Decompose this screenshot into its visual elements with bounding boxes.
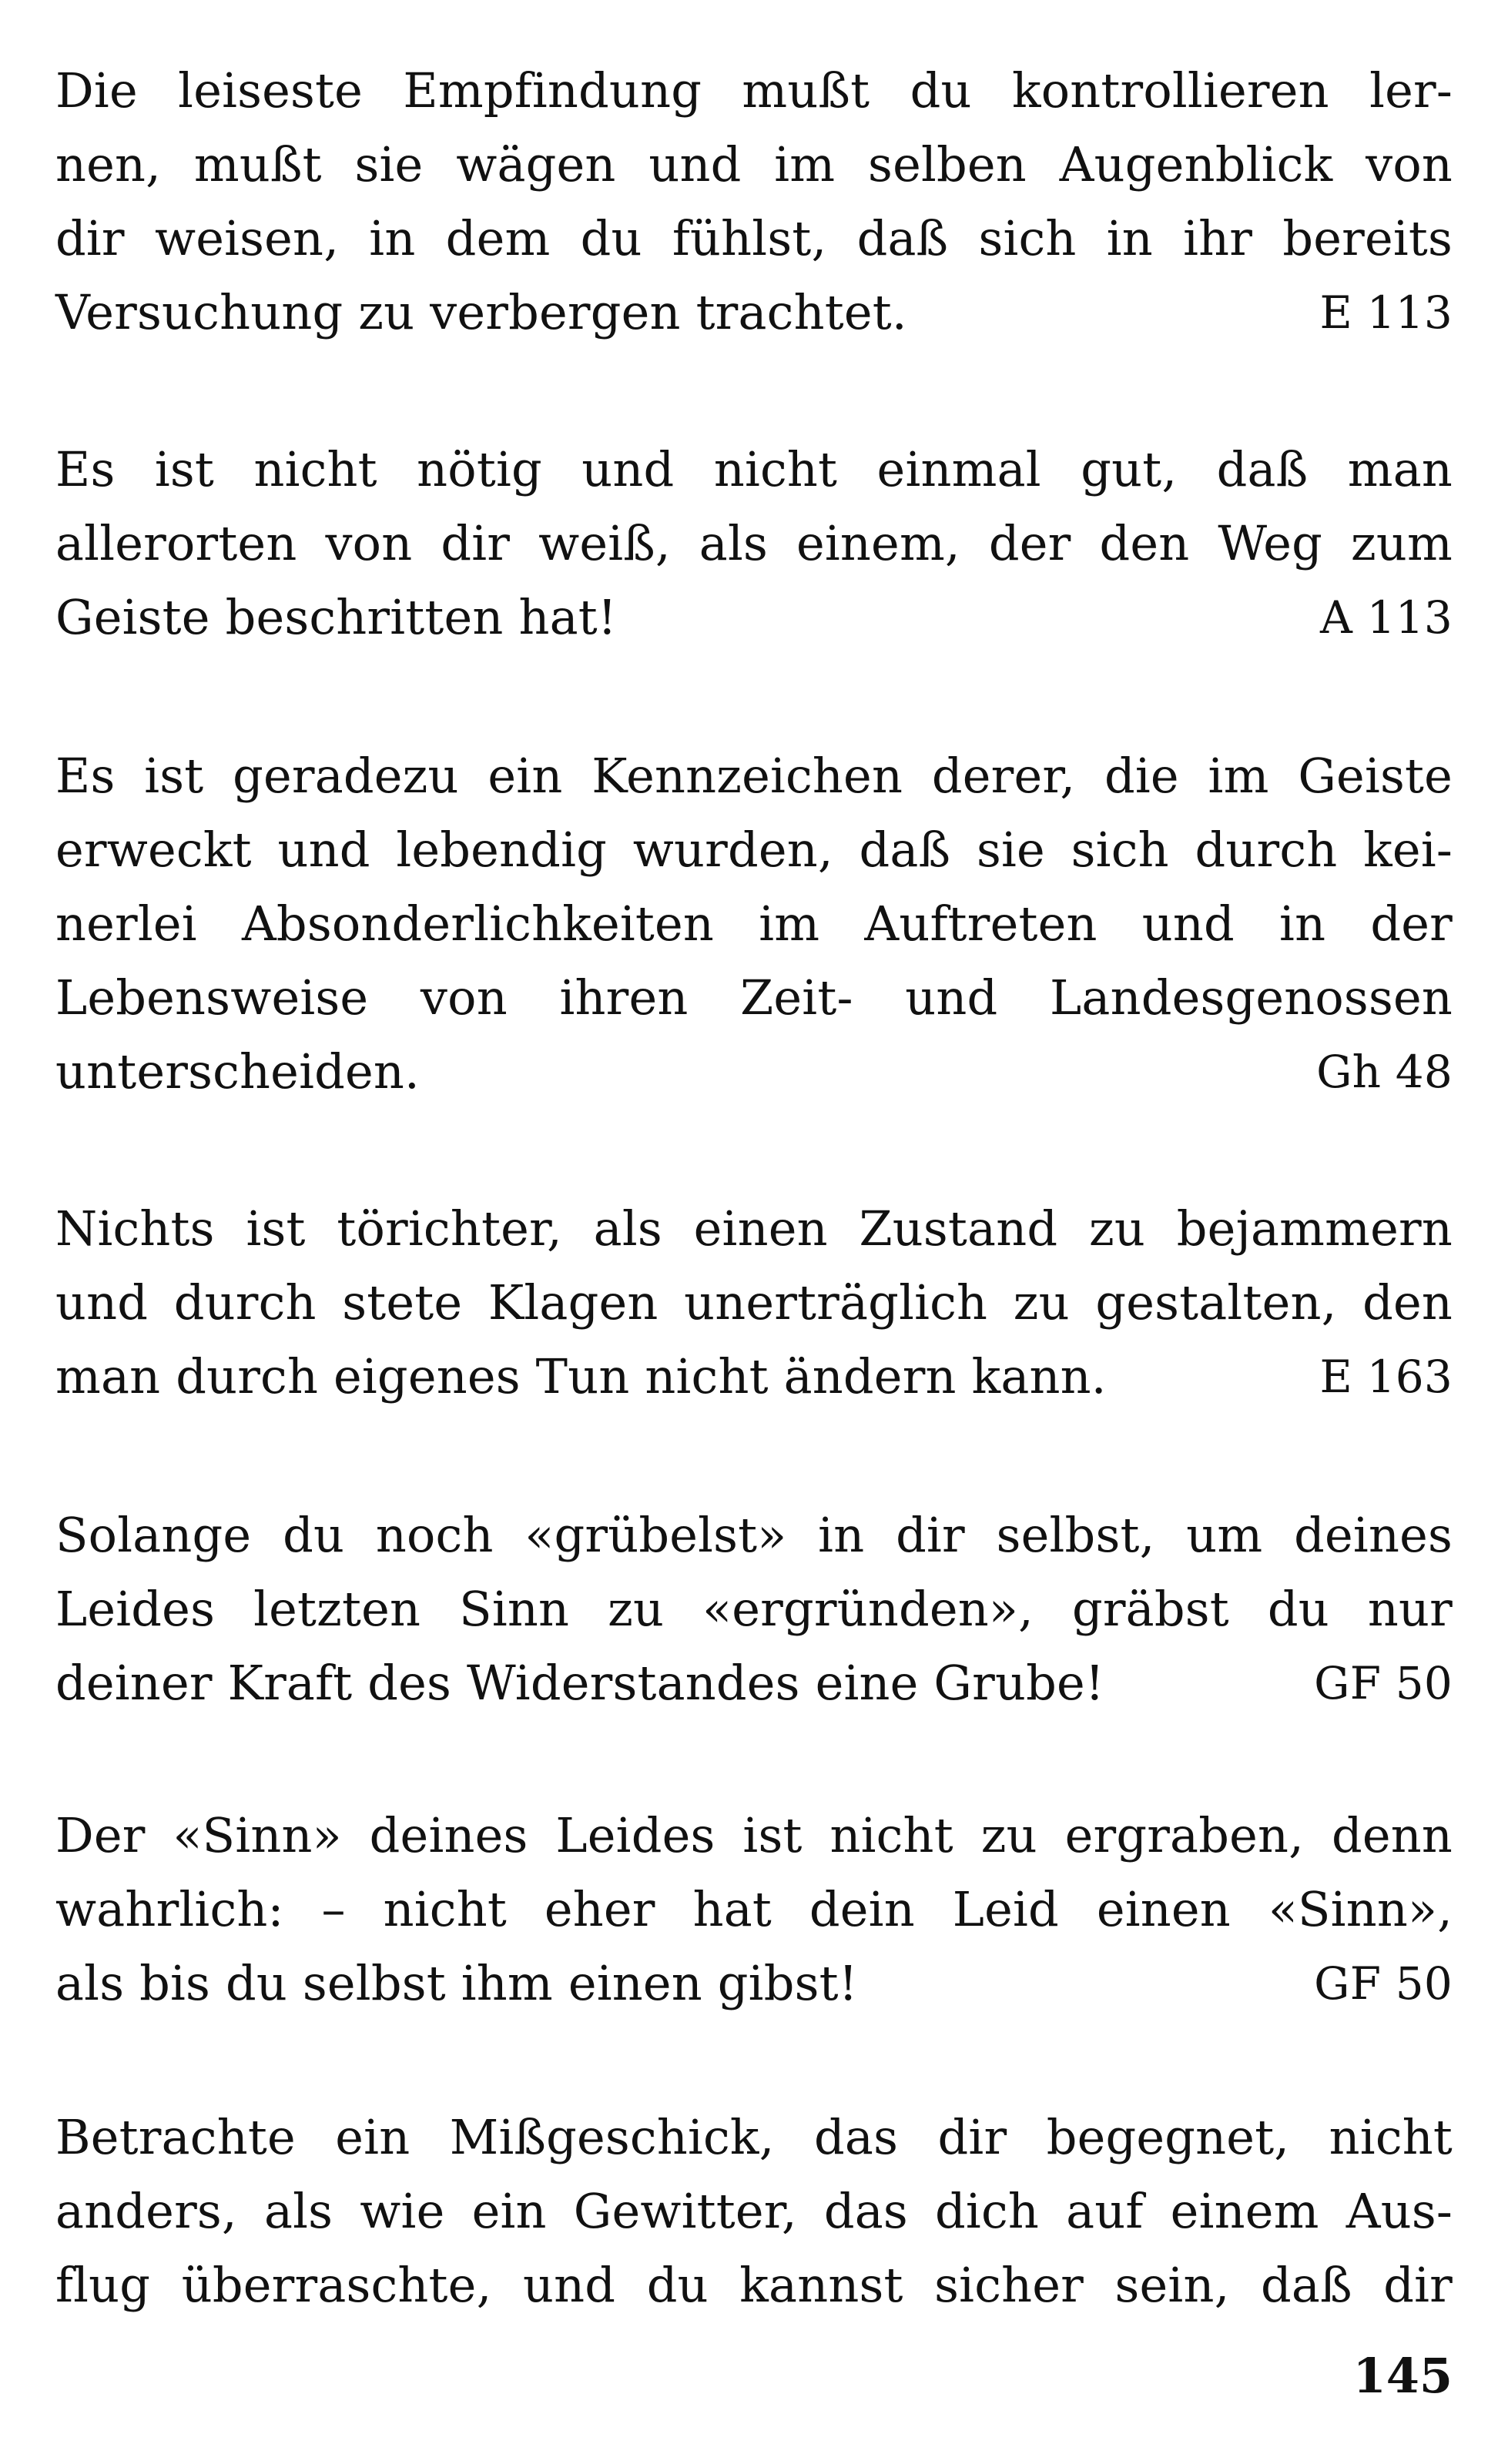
text-line: flug überraschte, und du kannst sicher sein, daß dir [55,2257,1453,2313]
text-line: Die leiseste Empfindung mußt du kontrollieren ler- [55,62,1453,119]
aphorism-5 [55,1498,1453,1720]
text-line: Lebensweise von ihren Zeit- und Landesgenossen [55,969,1453,1026]
text-line-content: man durch eigenes Tun nicht ändern kann. [55,1348,1107,1404]
text-line: dir weisen, in dem du fühlst, daß sich in ihr bereits [55,210,1453,266]
text-line-last [55,1947,1453,2020]
text-line-content: deiner Kraft des Widerstandes eine Grube! [55,1655,1105,1711]
text-line-last [55,581,1453,654]
text-line: nen, mußt sie wägen und im selben Augenblick von [55,136,1453,192]
text-line: Leides letzten Sinn zu «ergründen», gräbst du nur [55,1581,1453,1637]
text-line: allerorten von dir weiß, als einem, der den Weg zum [55,515,1453,571]
aphorism-3 [55,739,1453,1109]
text-line-last [55,276,1453,350]
text-line-content: unterscheiden. [55,1043,420,1100]
text-line: Nichts ist törichter, als einen Zustand zu bejammern [55,1200,1453,1257]
text-line-last [55,1035,1453,1109]
source-reference: GF 50 [1314,1957,1453,2010]
text-line-content: als bis du selbst ihm einen gibst! [55,1955,858,2011]
text-line-content: Geiste beschritten hat! [55,589,617,645]
page-number: 145 [1352,2348,1453,2404]
text-line: erweckt und lebendig wurden, daß sie sich durch kei- [55,822,1453,878]
aphorism-1 [55,54,1453,350]
text-line-last [55,1340,1453,1414]
aphorism-7 [55,2101,1453,2322]
source-reference: E 113 [1319,286,1453,339]
aphorism-2 [55,433,1453,654]
text-line: anders, als wie ein Gewitter, das dich auf einem Aus- [55,2183,1453,2239]
text-line: Betrachte ein Mißgeschick, das dir begegnet, nicht [55,2109,1453,2165]
text-line: Es ist nicht nötig und nicht einmal gut, daß man [55,441,1453,497]
source-reference: GF 50 [1314,1657,1453,1709]
text-line: und durch stete Klagen unerträglich zu gestalten, den [55,1274,1453,1331]
text-line-last [55,1646,1453,1720]
text-line-content: Versuchung zu verbergen trachtet. [55,284,907,340]
text-line: Es ist geradezu ein Kennzeichen derer, die im Geiste [55,748,1453,804]
aphorism-4 [55,1192,1453,1414]
aphorism-6 [55,1799,1453,2020]
source-reference: Gh 48 [1316,1046,1453,1098]
text-line: Der «Sinn» deines Leides ist nicht zu ergraben, denn [55,1807,1453,1863]
text-line: wahrlich: – nicht eher hat dein Leid einen «Sinn», [55,1881,1453,1937]
source-reference: E 163 [1319,1351,1453,1403]
text-line: nerlei Absonderlichkeiten im Auftreten und in der [55,896,1453,952]
source-reference: A 113 [1319,591,1453,644]
text-line: Solange du noch «grübelst» in dir selbst, um deines [55,1507,1453,1563]
book-page [55,54,1453,2426]
